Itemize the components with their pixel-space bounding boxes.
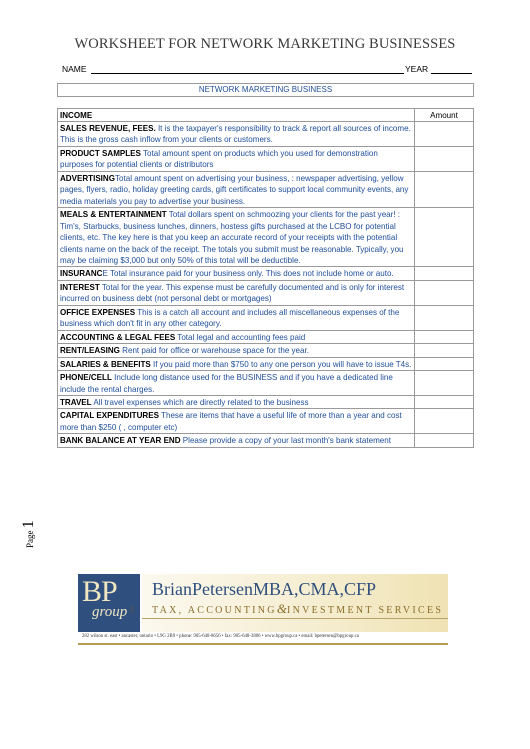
row-explanation: Total for the year. This expense must be carefully documented and is only for interest incurred on business debt (not personal debt or mortgages) xyxy=(60,282,405,304)
contact-line: 282 wilson st. east • ancaster, ontario • L9G 2B9 • phone: 905-648-8656 • fax: 905-648-3806 • www.bpgroup.ca • email: bpetersen@bpgroup.ca xyxy=(82,634,359,639)
bp-group-logo xyxy=(78,574,140,632)
row-description xyxy=(58,146,415,171)
row-category: SALARIES & BENEFITS xyxy=(60,359,151,369)
table-row xyxy=(58,280,474,305)
amount-cell[interactable] xyxy=(415,280,474,305)
table-row xyxy=(58,357,474,370)
table-header-row xyxy=(58,109,474,122)
row-explanation: All travel expenses which are directly related to the business xyxy=(91,397,309,407)
table-row xyxy=(58,344,474,357)
row-explanation: Total amount spent on advertising your business, : newspaper advertising, yellow pages, flyers, radio, holiday greeting cards, gift certificates to support local community events, any media materials you pay to advertise your business. xyxy=(60,173,409,206)
table-row xyxy=(58,146,474,171)
amount-cell[interactable] xyxy=(415,122,474,147)
row-category: ADVERTISING xyxy=(60,173,115,183)
name-field[interactable] xyxy=(91,73,404,74)
row-category: OFFICE EXPENSES xyxy=(60,307,136,317)
row-description xyxy=(58,395,415,408)
table-row xyxy=(58,395,474,408)
row-category: RENT/LEASING xyxy=(60,346,120,356)
brand-rule xyxy=(142,618,448,619)
amount-cell[interactable] xyxy=(415,357,474,370)
amount-cell[interactable] xyxy=(415,305,474,330)
logo-group-text: group xyxy=(92,604,128,620)
brand-name: BrianPetersenMBA,CMA,CFP xyxy=(152,579,377,599)
row-description xyxy=(58,208,415,267)
year-field[interactable] xyxy=(431,73,472,74)
amount-cell[interactable] xyxy=(415,171,474,207)
row-description xyxy=(58,305,415,330)
row-explanation: This is a catch all account and includes all miscellaneous expenses of the business which don't fit in any other category. xyxy=(60,307,400,329)
row-category: PRODUCT SAMPLES xyxy=(60,148,141,158)
row-category: PHONE/CELL xyxy=(60,373,112,383)
logo-inc-text: inc xyxy=(128,606,134,614)
row-explanation: E Total insurance paid for your business only. This does not include home or auto. xyxy=(102,269,394,279)
row-explanation: Rent paid for office or warehouse space for the year. xyxy=(119,346,309,356)
worksheet-title: WORKSHEET FOR NETWORK MARKETING BUSINESSES xyxy=(74,36,456,52)
row-explanation: Total legal and accounting fees paid xyxy=(175,332,306,342)
row-explanation: These are items that have a useful life of more than a year and cost more than $250 ( , computer etc) xyxy=(60,411,402,432)
page-label xyxy=(20,520,38,548)
row-category: ACCOUNTING & LEGAL FEES xyxy=(60,332,176,342)
table-row xyxy=(58,122,474,147)
row-explanation: Include long distance used for the BUSINESS and if you have a dedicated line include the rental charges. xyxy=(60,373,393,394)
amount-cell[interactable] xyxy=(415,267,474,280)
table-row xyxy=(58,171,474,207)
expense-table xyxy=(57,108,474,448)
row-explanation: It is the taxpayer's responsibility to track & report all sources of income. This is the gross cash inflow from your clients or customers. xyxy=(60,124,411,145)
row-description xyxy=(58,330,415,343)
row-description xyxy=(58,267,415,280)
logo-initials: BP xyxy=(82,575,117,608)
table-row xyxy=(58,371,474,396)
table-row xyxy=(58,434,474,447)
page-number: 1 xyxy=(20,520,37,529)
table-row xyxy=(58,267,474,280)
row-category: BANK BALANCE AT YEAR END xyxy=(60,436,181,446)
row-category: INSURANC xyxy=(60,269,103,279)
row-description xyxy=(58,171,415,207)
amount-cell[interactable] xyxy=(415,344,474,357)
row-category: MEALS & ENTERTAINMENT xyxy=(60,210,167,220)
contact-rule xyxy=(78,643,448,645)
page-word: Page xyxy=(25,530,35,548)
row-description xyxy=(58,122,415,147)
row-category: INTEREST xyxy=(60,282,100,292)
name-year-line xyxy=(62,63,472,77)
row-description xyxy=(58,409,415,434)
row-explanation: If you paid more than $750 to any one person you will have to issue T4s. xyxy=(150,359,412,369)
section-banner-wrap xyxy=(57,83,474,97)
row-description xyxy=(58,371,415,396)
brand-tagline: TAX, ACCOUNTING&INVESTMENT SERVICES xyxy=(152,601,444,616)
amount-header: Amount xyxy=(415,109,474,122)
company-logo-block xyxy=(78,574,448,648)
row-explanation: Total amount spent on products which you used for demonstration purposes for potential clients or distributors xyxy=(60,148,378,170)
amount-cell[interactable] xyxy=(415,434,474,447)
table-row xyxy=(58,208,474,267)
row-description xyxy=(58,357,415,370)
amount-cell[interactable] xyxy=(415,146,474,171)
name-label: NAME xyxy=(62,64,87,74)
row-explanation: Please provide a copy of your last month's bank statement xyxy=(180,436,391,446)
table-row xyxy=(58,330,474,343)
row-description xyxy=(58,344,415,357)
row-explanation: Total dollars spent on schmoozing your clients for the past year! : Tim's, Starbucks, business lunches, dinners, hostess gifts purchased at the LCBO for potential clients, etc. The key here is that you keep an accurate record of your receipts with the potential clients name on the back of the receipt. The totals you submit must be reasonable. Typically, you may be claiming $3,000 but only 50% of this total will be deductible. xyxy=(60,210,404,265)
amount-cell[interactable] xyxy=(415,208,474,267)
section-banner: NETWORK MARKETING BUSINESS xyxy=(57,83,474,97)
amount-cell[interactable] xyxy=(415,409,474,434)
amount-cell[interactable] xyxy=(415,395,474,408)
amount-cell[interactable] xyxy=(415,371,474,396)
row-category: TRAVEL xyxy=(60,397,92,407)
row-description xyxy=(58,280,415,305)
table-row xyxy=(58,305,474,330)
row-description xyxy=(58,434,415,447)
row-category: CAPITAL EXPENDITURES xyxy=(60,411,159,421)
row-category: SALES REVENUE, FEES. xyxy=(60,124,156,133)
year-label: YEAR xyxy=(405,64,429,74)
income-header: INCOME xyxy=(58,109,415,122)
table-row xyxy=(58,409,474,434)
amount-cell[interactable] xyxy=(415,330,474,343)
